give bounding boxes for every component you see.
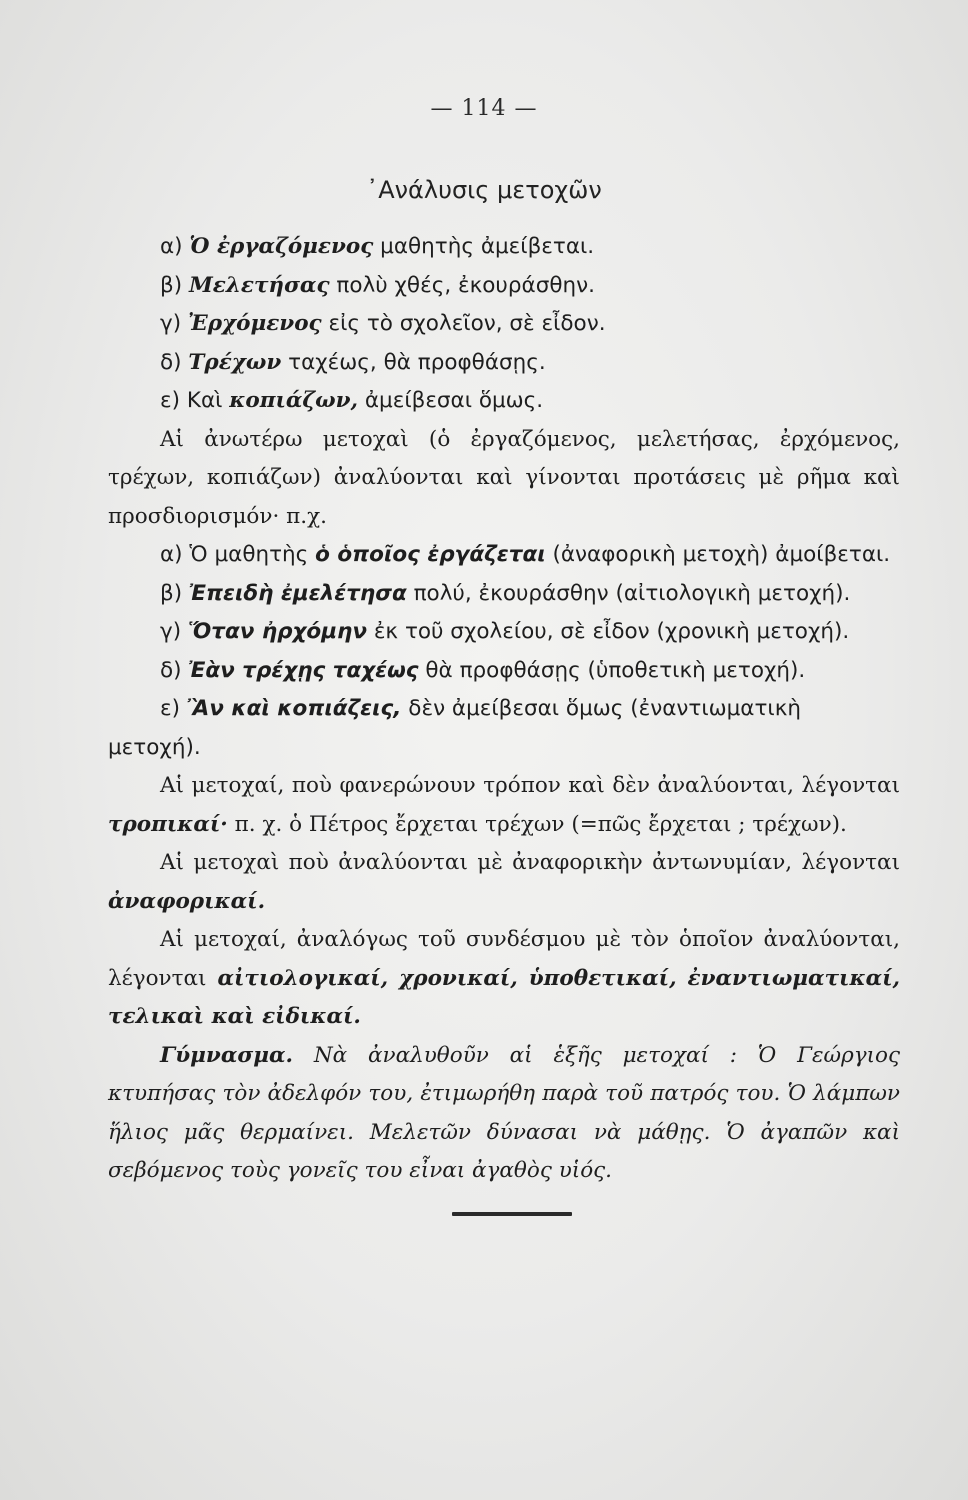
rule-anaforikai: Αἱ μετοχαὶ ποὺ ἀναλύονται μὲ ἀναφορικὴν ἀντωνυμίαν, λέγονται ἀναφορικαί. [108, 850, 900, 914]
rule-tropikai: Αἱ μετοχαί, ποὺ φανερώνουν τρόπον καὶ δὲν ἀναλύονται, λέγονται τροπικαί· π. χ. ὁ Πέτρος ἔρχεται τρέχων (=πῶς ἔρχεται ; τρέχων). [108, 773, 900, 837]
rule-kinds: Αἱ μετοχαί, ἀναλόγως τοῦ συνδέσμου μὲ τὸν ὁποῖον ἀναλύονται, λέγονται αἰτιολογικαί, χρονικαί, ὑποθετικαί, ἐναντιωματικαί, τελικαὶ καὶ εἰδικαί. [108, 927, 901, 1029]
analysis-list [108, 536, 900, 767]
exercise-label: Γύμνασμα. [160, 1042, 293, 1068]
example-item: δ) Τρέχων ταχέως, θὰ προφθάσῃς. [160, 349, 546, 375]
rules-section [108, 767, 900, 1191]
analysis-item: β) Ἐπειδὴ ἐμελέτησα πολύ, ἐκουράσθην (αἰτιολογικὴ μετοχή). [160, 580, 851, 606]
analysis-item: ε) Ἂν καὶ κοπιάζεις, δὲν ἀμείβεσαι ὅμως (ἐναντιωματικὴ μετοχή). [108, 696, 801, 760]
exercise-text: Νὰ ἀναλυθοῦν αἱ ἑξῆς μετοχαί : Ὁ Γεώργιος κτυπήσας τὸν ἀδελφόν του, ἐτιμωρήθη παρὰ τοῦ πατρός του. Ὁ λάμπων ἥλιος μᾶς θερμαίνει. Μελετῶν δύνασαι νὰ μάθῃς. Ὁ ἀγαπῶν καὶ σεβόμενος τοὺς γονεῖς του εἶναι ἀγαθὸς υἱός. [108, 1042, 900, 1183]
page-number: — 114 — [430, 96, 538, 121]
section-title: ᾿Ανάλυσις μετοχῶν [366, 176, 602, 204]
examples-list [108, 228, 900, 421]
intro-paragraph: Αἱ ἀνωτέρω μετοχαὶ (ὁ ἐργαζόμενος, μελετήσας, ἐρχόμενος, τρέχων, κοπιάζων) ἀναλύονται καὶ γίνονται προτάσεις μὲ ρῆμα καὶ προσδιορισμόν· π.χ. [108, 426, 900, 529]
section-divider [452, 1212, 572, 1216]
page-content [108, 228, 900, 1191]
exercise [108, 1037, 900, 1191]
example-item: ε) Καὶ κοπιάζων, ἀμείβεσαι ὅμως. [160, 388, 544, 413]
example-item: β) Μελετήσας πολὺ χθές, ἐκουράσθην. [160, 272, 595, 298]
example-item: α) Ὁ ἐργαζόμενος μαθητὴς ἀμείβεται. [160, 234, 595, 259]
analysis-item: δ) Ἐὰν τρέχῃς ταχέως θὰ προφθάσῃς (ὑποθετικὴ μετοχή). [160, 657, 806, 683]
analysis-item: α) Ὁ μαθητὴς ὁ ὁποῖος ἐργάζεται (ἀναφορικὴ μετοχὴ) ἀμοίβεται. [160, 542, 891, 567]
example-item: γ) Ἐρχόμενος εἰς τὸ σχολεῖον, σὲ εἶδον. [160, 311, 606, 336]
analysis-item: γ) Ὅταν ἠρχόμην ἐκ τοῦ σχολείου, σὲ εἶδον (χρονικὴ μετοχή). [160, 619, 850, 644]
